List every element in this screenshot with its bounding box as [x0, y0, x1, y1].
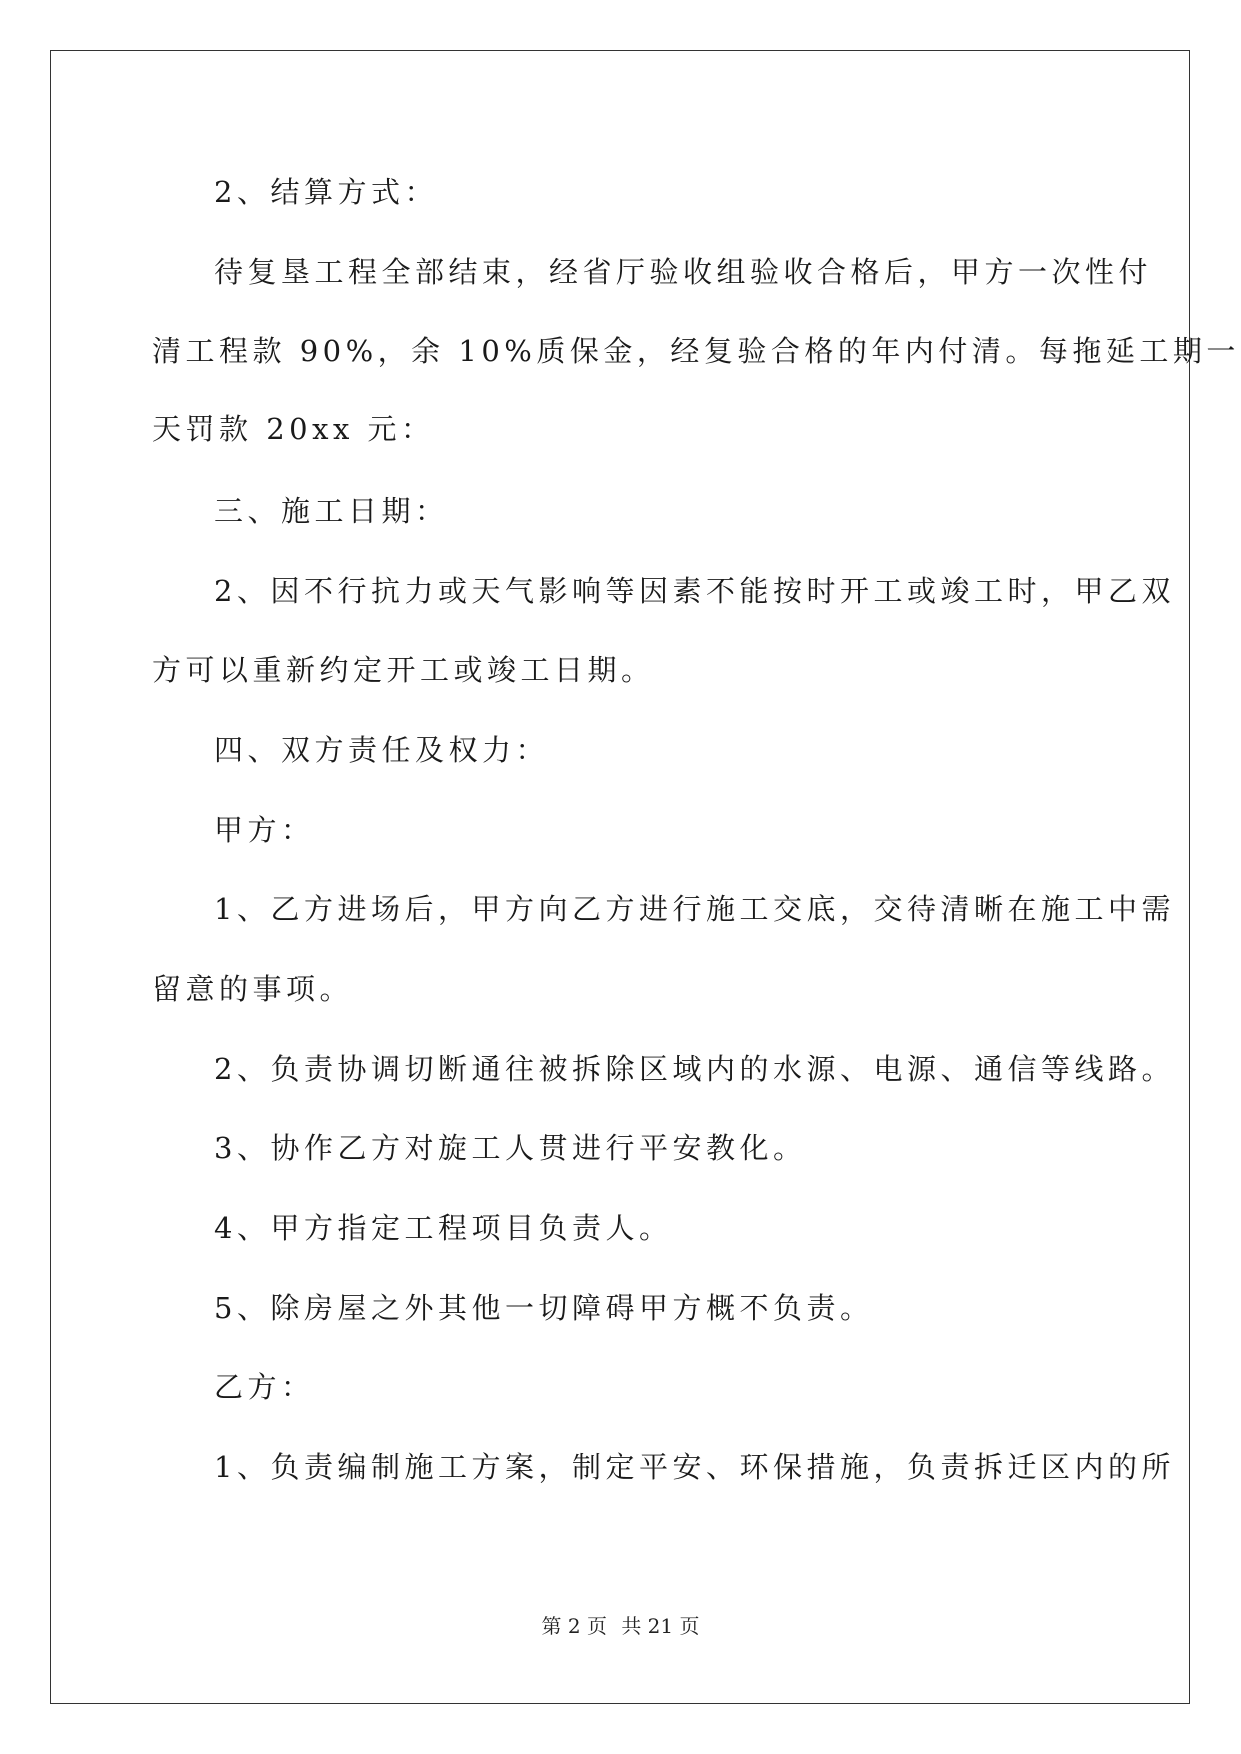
- text-line: 4、甲方指定工程项目负责人。: [214, 1211, 673, 1245]
- page-total: 共 21 页: [621, 1614, 700, 1638]
- text-line: 3、协作乙方对旋工人贯进行平安教化。: [214, 1131, 807, 1165]
- text-line: 四、双方责任及权力：: [214, 733, 550, 767]
- page-number: 第 2 页: [541, 1614, 607, 1638]
- text-line: 2、结算方式：: [214, 175, 438, 209]
- text-line: 方可以重新约定开工或竣工日期。: [152, 653, 655, 687]
- text-line: 三、施工日期：: [214, 494, 449, 528]
- text-line: 待复垦工程全部结束，经省厅验收组验收合格后，甲方一次性付: [214, 255, 1153, 289]
- text-line: 甲方：: [214, 813, 315, 847]
- text-line: 清工程款 90%，余 10%质保金，经复验合格的年内付清。每拖延工期一: [152, 334, 1240, 368]
- text-line: 1、负责编制施工方案，制定平安、环保措施，负责拆迁区内的所: [214, 1450, 1175, 1484]
- text-line: 5、除房屋之外其他一切障碍甲方概不负责。: [214, 1291, 874, 1325]
- text-line: 1、乙方进场后，甲方向乙方进行施工交底，交待清晰在施工中需: [214, 892, 1175, 926]
- text-line: 乙方：: [214, 1370, 315, 1404]
- text-line: 天罚款 20xx 元：: [152, 412, 435, 446]
- text-line: 2、负责协调切断通往被拆除区域内的水源、电源、通信等线路。: [214, 1052, 1175, 1086]
- text-line: 2、因不行抗力或天气影响等因素不能按时开工或竣工时，甲乙双: [214, 574, 1175, 608]
- page-footer: [0, 1613, 1241, 1639]
- text-line: 留意的事项。: [152, 972, 354, 1006]
